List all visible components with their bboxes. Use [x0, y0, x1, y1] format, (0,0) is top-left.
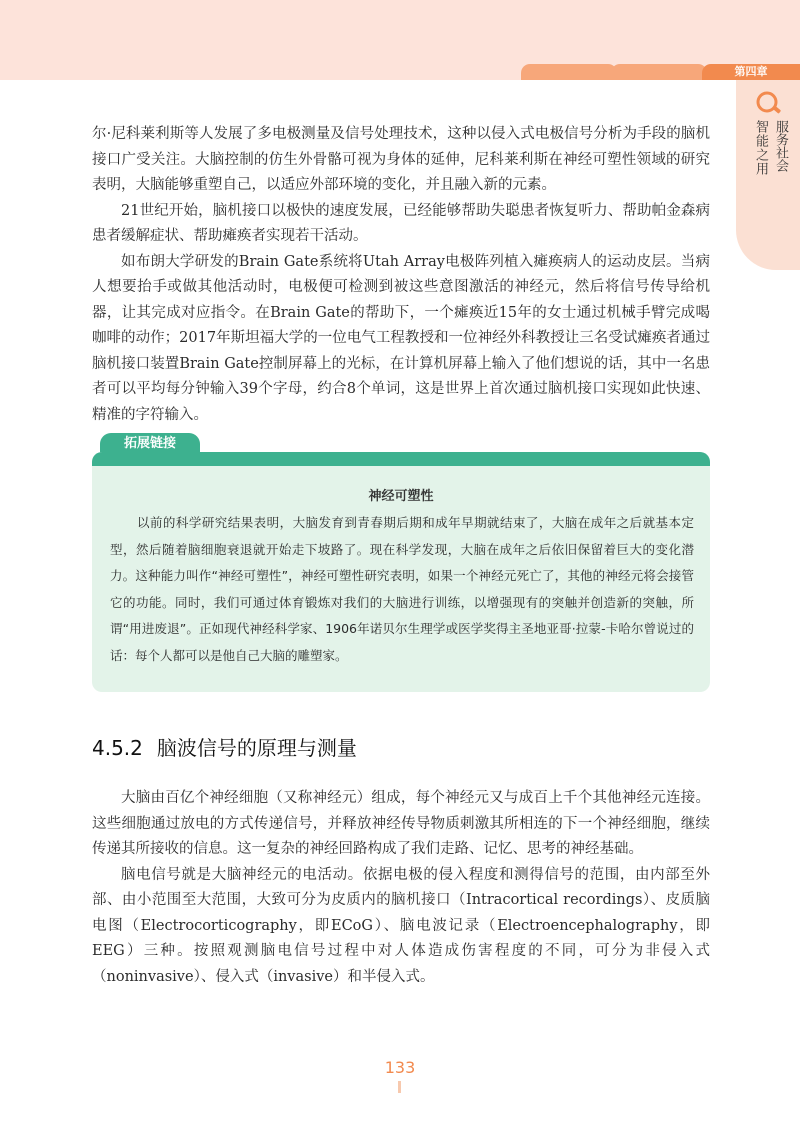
- paragraph: 21世纪开始，脑机接口以极快的速度发展，已经能够帮助失聪患者恢复听力、帮助帕金森病患者缓解症状、帮助瘫痪者实现若干活动。: [92, 202, 710, 244]
- extension-body: 以前的科学研究结果表明，大脑发育到青春期后期和成年早期就结束了，大脑在成年之后就基本定型，然后随着脑细胞衰退就开始走下坡路了。现在科学发现，大脑在成年之后依旧保留着巨大的变化潜力。这种能力叫作“神经可塑性”，神经可塑性研究表明，如果一个神经元死亡了，其他的神经元将会接管它的功能。同时，我们可通过体育锻炼对我们的大脑进行训练，以增强现有的突触并创造新的突触，所谓“用进废退”。正如现代神经科学家、1906年诺贝尔生理学或医学奖得主圣地亚哥·拉蒙-卡哈尔曾说过的话：每个人都可以是他自己大脑的雕塑家。: [110, 515, 694, 663]
- paragraph: 大脑由百亿个神经细胞（又称神经元）组成，每个神经元又与成百上千个其他神经元连接。这些细胞通过放电的方式传递信号，并释放神经传导物质刺激其所相连的下一个神经细胞，继续传递其所接收的信息。这一复杂的神经回路构成了我们走路、记忆、思考的神经基础。: [92, 790, 710, 857]
- extension-box: [92, 452, 710, 692]
- section-text: [92, 786, 710, 990]
- magnifier-icon: [754, 90, 782, 116]
- extension-title: 神经可塑性: [368, 489, 434, 504]
- tab-decoration: [521, 64, 617, 80]
- side-title: 智能之用: [753, 120, 768, 176]
- paragraph: 尔·尼科莱利斯等人发展了多电极测量及信号处理技术，这种以侵入式电极信号分析为手段的脑机接口广受关注。大脑控制的仿生外骨骼可视为身体的延伸，尼科莱利斯在神经可塑性领域的研究表明，大脑能够重塑自己，以适应外部环境的变化，并且融入新的元素。: [92, 126, 710, 193]
- paragraph: 如布朗大学研发的Brain Gate系统将Utah Array电极阵列植入瘫痪病人的运动皮层。当病人想要抬手或做其他活动时，电极便可检测到被这些意图激活的神经元，然后将信号传导给机器，让其完成对应指令。在Brain Gate的帮助下，一个瘫痪近15年的女士通过机械手臂完成喝咖啡的动作；2017年斯坦福大学的一位电气工程教授和一位神经外科教授让三名受试瘫痪者通过脑机接口装置Brain Gate控制屏幕上的光标，在计算机屏幕上输入了他们想说的话，其中一名患者可以平均每分钟输入39个字母，约合8个单词，这是世界上首次通过脑机接口实现如此快速、精准的字符输入。: [92, 253, 710, 423]
- paragraph: 脑电信号就是大脑神经元的电活动。依据电极的侵入程度和测得信号的范围，由内部至外部、由小范围至大范围，大致可分为皮质内的脑机接口（Intracortical recordings）、皮质脑电图（Electrocorticography，即ECoG）、脑电波记录（Electroencephalography，即EEG）三种。按照观测脑电信号过程中对人体造成伤害程度的不同，可分为非侵入式（noninvasive）、侵入式（invasive）和半侵入式。: [92, 866, 710, 985]
- extension-label: 拓展链接: [100, 433, 200, 455]
- section-number: 4.5.2: [92, 736, 143, 760]
- extension-topbar: [92, 452, 710, 466]
- chapter-tab: 第四章: [702, 64, 800, 80]
- page-number-tick: [398, 1081, 401, 1093]
- intro-text: [92, 122, 710, 428]
- side-subtitle: 服务社会: [773, 120, 788, 172]
- side-chapter-panel: [736, 80, 800, 270]
- section-title: 脑波信号的原理与测量: [156, 736, 357, 760]
- tab-decoration: [611, 64, 707, 80]
- section-heading: [92, 732, 357, 761]
- page-number: 133: [384, 1058, 416, 1077]
